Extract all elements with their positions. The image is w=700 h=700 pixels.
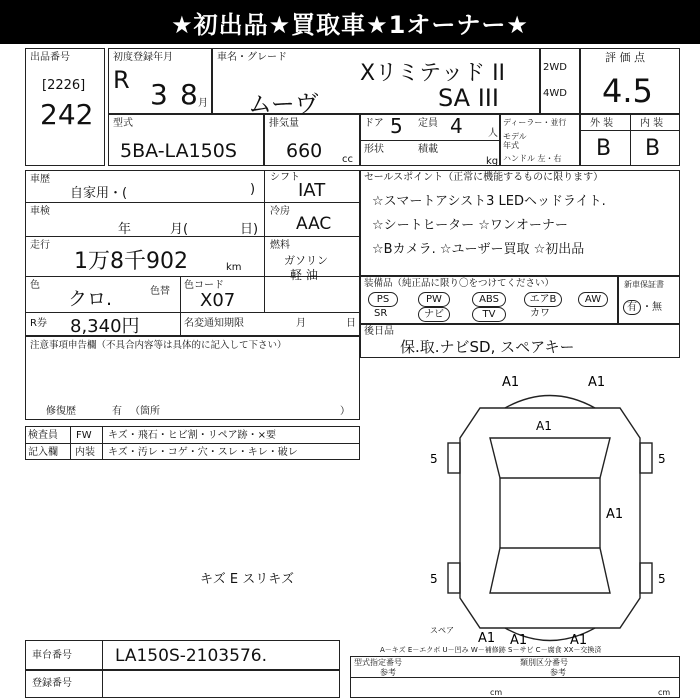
- disp-label: 排気量: [269, 118, 299, 129]
- grade-text: Xリミテッド II: [360, 61, 506, 86]
- mark-a1-rear-center: A1: [510, 633, 528, 648]
- fuel-value2: 軽 油: [290, 268, 318, 282]
- equip-sr: SR: [374, 308, 388, 319]
- tire-front-left: 5: [430, 452, 438, 466]
- model-code: 5BA-LA150S: [120, 140, 237, 162]
- door-value: 5: [390, 114, 403, 138]
- equip-navi: ナビ: [418, 307, 450, 322]
- inspect-day: 日): [240, 222, 259, 237]
- sales-line-2: ☆シートヒーター ☆ワンオーナー: [372, 218, 568, 233]
- name-change-label: 名変通知期限: [184, 318, 244, 329]
- notes-title: 注意事項申告欄（不具合内容等は具体的に記入して下さい）: [30, 340, 287, 351]
- shape-label: 形状: [364, 144, 384, 155]
- repair-loc: （箇所: [130, 406, 160, 417]
- repair-value: 有: [112, 406, 122, 417]
- category-label: 類別区分番号: [520, 658, 568, 667]
- shift-value: IAT: [298, 180, 326, 201]
- car-name: ムーヴ: [248, 90, 319, 118]
- name-change-day: 日: [346, 318, 356, 329]
- inspect-year: 年: [118, 222, 132, 237]
- type-label: 型式: [113, 118, 133, 129]
- equipment-title: 装備品（純正品に限り〇をつけてください）: [364, 278, 555, 289]
- banner-title: ★初出品★買取車★1オーナー★: [0, 0, 700, 44]
- wd-box: [540, 48, 580, 114]
- equip-tv: TV: [472, 307, 506, 322]
- score-label: 評 価 点: [605, 51, 645, 64]
- seat-unit: 人: [488, 128, 498, 139]
- mark-a1-rear-right: A1: [570, 633, 588, 648]
- reg-no-label: 登録番号: [32, 678, 72, 689]
- repair-close: ）: [340, 406, 350, 417]
- color-code-label: 色コード: [184, 280, 224, 291]
- tire-rear-left: 5: [430, 572, 438, 586]
- tire-rear-right: 5: [658, 572, 666, 586]
- car-diagram: [420, 368, 680, 648]
- inspector-label-1: 検査員: [28, 430, 58, 441]
- chassis-label: 車台番号: [32, 650, 72, 661]
- inspect-month: 月(: [170, 222, 189, 237]
- name-change-month: 月: [296, 318, 306, 329]
- tire-front-right: 5: [658, 452, 666, 466]
- mark-a1-front-left: A1: [502, 375, 520, 390]
- ext-label: 外 装: [590, 118, 614, 129]
- use-label: 車歴: [30, 174, 50, 185]
- km-unit: km: [226, 262, 242, 273]
- reg-era: R: [113, 66, 130, 94]
- inspector-handwritten: キズ E スリキズ: [200, 572, 294, 587]
- inspector-row2: キズ・汚レ・コゲ・穴・スレ・キレ・破レ: [108, 447, 298, 458]
- ac-value: AAC: [296, 214, 332, 234]
- inspector-row1: キズ・飛石・ヒビ割・リペア跡・×要: [108, 430, 276, 441]
- inspector-interior: 内装: [75, 447, 95, 458]
- equip-ps: PS: [368, 292, 398, 307]
- mark-a1-right-side: A1: [606, 507, 624, 522]
- door-label: ドア: [364, 118, 384, 129]
- reference-1: 参考: [380, 668, 396, 677]
- type-designation-label: 型式指定番号: [354, 658, 402, 667]
- reference-2: 参考: [550, 668, 566, 677]
- spare-label: スペア: [430, 626, 454, 635]
- chassis-value: LA150S-2103576.: [115, 646, 267, 666]
- mark-a1-hood: A1: [536, 419, 552, 433]
- load-label: 積載: [418, 144, 438, 155]
- later-value: 保.取.ナビSD, スペアキー: [400, 338, 575, 356]
- color-code: X07: [200, 290, 236, 311]
- disp-unit: cc: [342, 154, 353, 165]
- damage-legend: A－キズ E－エクボ U－凹み W－補修跡 S－サビ C－腐食 XX－交換済: [380, 646, 602, 654]
- reg-label: 初度登録年月: [113, 52, 173, 63]
- sales-line-1: ☆スマートアシスト3 LEDヘッドライト.: [372, 194, 606, 209]
- sales-title: セールスポイント（正常に機能するものに限ります）: [364, 172, 604, 183]
- km-label: 走行: [30, 240, 50, 251]
- lot-sub: [2226]: [42, 78, 86, 93]
- use-value: 自家用・(: [70, 186, 128, 201]
- inspector-label-2: 記入欄: [28, 447, 58, 458]
- color-change-label: 色替: [150, 286, 170, 297]
- inspector-fw: FW: [76, 430, 92, 441]
- inspect-label: 車検: [30, 206, 50, 217]
- reg-month: 8: [180, 78, 198, 111]
- color-label: 色: [30, 280, 40, 291]
- reg-month-unit: 月: [198, 98, 208, 109]
- fuel-value1: ガソリン: [284, 254, 328, 267]
- cm-1: cm: [490, 688, 503, 697]
- dealer-label: ディーラー・並行: [503, 118, 567, 127]
- lot-label: 出品番号: [30, 52, 70, 63]
- ext-grade: B: [596, 136, 612, 161]
- reg-no-box: [25, 670, 340, 698]
- fuel-label: 燃料: [270, 240, 290, 251]
- int-grade: B: [645, 136, 661, 161]
- later-label: 後日品: [364, 326, 394, 337]
- warranty-yes: 有: [623, 300, 641, 315]
- equip-aw: AW: [578, 292, 608, 307]
- lot-number: 242: [40, 98, 94, 131]
- handle-label: ハンドル 左・右: [503, 154, 562, 163]
- ac-label: 冷房: [270, 206, 290, 217]
- shift-label: シフト: [270, 172, 300, 183]
- seat-label: 定員: [418, 118, 438, 129]
- recycle-value: 8,340円: [70, 316, 140, 337]
- equip-leather: カワ: [530, 308, 550, 319]
- seat-value: 4: [450, 114, 463, 138]
- equip-abs: ABS: [472, 292, 506, 307]
- warranty-no: ・無: [642, 302, 662, 313]
- cm-2: cm: [658, 688, 671, 697]
- reg-year: 3: [150, 78, 168, 111]
- mark-a1-front-right: A1: [588, 375, 606, 390]
- disp-value: 660: [286, 140, 323, 162]
- equip-airbag: エアB: [524, 292, 562, 307]
- wd2-label: 2WD: [543, 62, 567, 73]
- warranty-label: 新車保証書: [624, 280, 664, 289]
- auction-sheet: [20, 48, 682, 698]
- sa-grade: SA III: [438, 84, 499, 112]
- equip-pw: PW: [418, 292, 450, 307]
- name-label: 車名・グレード: [217, 52, 287, 63]
- model-year-label: モデル年式: [503, 132, 527, 150]
- sales-line-3: ☆Bカメラ. ☆ユーザー買取 ☆初出品: [372, 242, 585, 257]
- mark-a1-rear-left: A1: [478, 631, 496, 646]
- load-unit: kg: [486, 156, 499, 167]
- score-value: 4.5: [602, 72, 653, 110]
- repair-label: 修復歴: [46, 406, 76, 417]
- km-value: 1万8千902: [74, 249, 188, 274]
- wd4-label: 4WD: [543, 88, 567, 99]
- recycle-label: R券: [30, 318, 47, 329]
- int-label: 内 装: [640, 118, 664, 129]
- color-value: クロ.: [68, 288, 113, 310]
- use-close: ): [250, 182, 256, 197]
